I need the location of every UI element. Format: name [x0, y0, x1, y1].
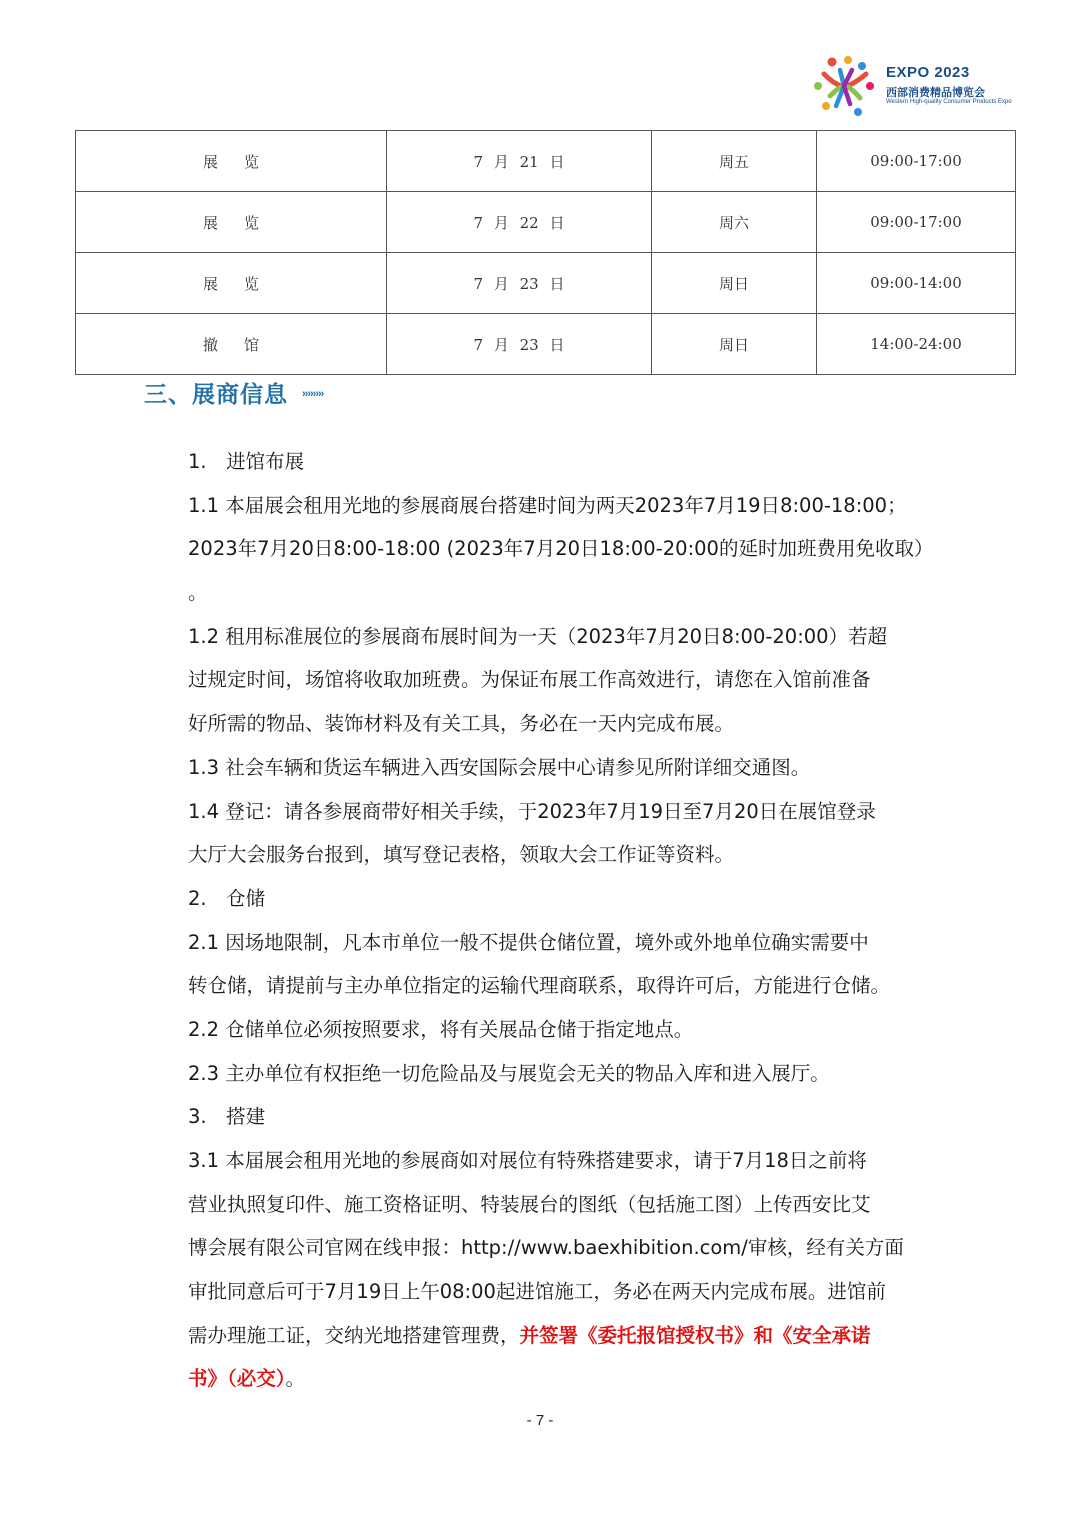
- expo-logo-mark-icon: [810, 56, 880, 120]
- paragraph-line: 2023年7月20日8:00-18:00 (2023年7月20日18:00-20:00的延时加班费用免收取）: [188, 537, 934, 561]
- paragraph-line: 审批同意后可于7月19日上午08:00起进馆施工，务必在两天内完成布展。进馆前: [188, 1280, 886, 1304]
- paragraph-text: 。: [285, 1367, 306, 1391]
- paragraph-line: 2.3 主办单位有权拒绝一切危险品及与展览会无关的物品入库和进入展厅。: [188, 1061, 830, 1085]
- paragraph-text: 需办理施工证，交纳光地搭建管理费，: [188, 1323, 520, 1347]
- weekday-cell: 周五: [652, 131, 817, 192]
- paragraph-line: 1.1 本届展会租用光地的参展商展台搭建时间为两天2023年7月19日8:00-18:00；: [188, 493, 907, 517]
- stage-cell: 展览: [76, 253, 387, 314]
- table-row: [76, 192, 1016, 253]
- paragraph-line: 1.4 登记：请各参展商带好相关手续，于2023年7月19日至7月20日在展馆登录: [188, 799, 876, 823]
- double-arrow-icon: ››››››››: [302, 388, 324, 400]
- date-cell: 7 月 23 日: [387, 314, 652, 375]
- paragraph-line: 好所需的物品、装饰材料及有关工具，务必在一天内完成布展。: [188, 712, 735, 736]
- weekday-cell: 周日: [652, 314, 817, 375]
- logo-english-name: Western High-quality Consumer Products Expo: [886, 99, 1012, 105]
- table-row: [76, 314, 1016, 375]
- paragraph-line: 1.3 社会车辆和货运车辆进入西安国际会展中心请参见所附详细交通图。: [188, 755, 811, 779]
- table-row: [76, 131, 1016, 192]
- paragraph-line: 转仓储，请提前与主办单位指定的运输代理商联系，取得许可后，方能进行仓储。: [188, 974, 891, 998]
- date-cell: 7 月 22 日: [387, 192, 652, 253]
- paragraph-line: 博会展有限公司官网在线申报：http://www.baexhibition.com/审核，经有关方面: [188, 1236, 904, 1260]
- paragraph-line: 3.1 本届展会租用光地的参展商如对展位有特殊搭建要求，请于7月18日之前将: [188, 1149, 867, 1172]
- paragraph-line: 大厅大会服务台报到，填写登记表格，领取大会工作证等资料。: [188, 843, 735, 867]
- stage-cell: 撤馆: [76, 314, 387, 375]
- time-cell: 09:00-14:00: [817, 253, 1016, 314]
- expo-logo: [810, 56, 1010, 120]
- red-notice-text: 书》（必交）: [188, 1367, 286, 1391]
- time-cell: 09:00-17:00: [817, 131, 1016, 192]
- heading-construction: 3. 搭建: [188, 1105, 266, 1129]
- paragraph-line: 2.1 因场地限制，凡本市单位一般不提供仓储位置，境外或外地单位确实需要中: [188, 930, 869, 954]
- logo-subtitle: 西部消费精品博览会: [886, 86, 985, 99]
- exhibitor-info-body: [188, 440, 968, 1401]
- page-number: - 7 -: [526, 1412, 554, 1429]
- time-cell: 09:00-17:00: [817, 192, 1016, 253]
- paragraph-line: 营业执照复印件、施工资格证明、特装展台的图纸（包括施工图）上传西安比艾: [188, 1192, 871, 1216]
- stage-cell: 展览: [76, 131, 387, 192]
- paragraph-line: 2.2 仓储单位必须按照要求，将有关展品仓储于指定地点。: [188, 1017, 694, 1041]
- stage-cell: 展览: [76, 192, 387, 253]
- date-cell: 7 月 23 日: [387, 253, 652, 314]
- section-heading: [144, 374, 323, 410]
- red-notice-text: 并签署《委托报馆授权书》和《安全承诺: [519, 1323, 871, 1347]
- paragraph-line: [188, 1357, 968, 1401]
- paragraph-line: 1.2 租用标准展位的参展商布展时间为一天（2023年7月20日8:00-20:00）若超: [188, 624, 888, 648]
- paragraph-line: 。: [188, 581, 208, 605]
- paragraph-line: [188, 1314, 968, 1358]
- section-title: 三、展商信息: [144, 381, 288, 408]
- date-cell: 7 月 21 日: [387, 131, 652, 192]
- weekday-cell: 周日: [652, 253, 817, 314]
- weekday-cell: 周六: [652, 192, 817, 253]
- heading-move-in: 1. 进馆布展: [188, 450, 305, 473]
- table-row: [76, 253, 1016, 314]
- logo-title: EXPO 2023: [886, 64, 970, 81]
- heading-storage: 2. 仓储: [188, 886, 266, 910]
- paragraph-line: 过规定时间，场馆将收取加班费。为保证布展工作高效进行，请您在入馆前准备: [188, 668, 871, 692]
- time-cell: 14:00-24:00: [817, 314, 1016, 375]
- schedule-table: [75, 130, 1016, 375]
